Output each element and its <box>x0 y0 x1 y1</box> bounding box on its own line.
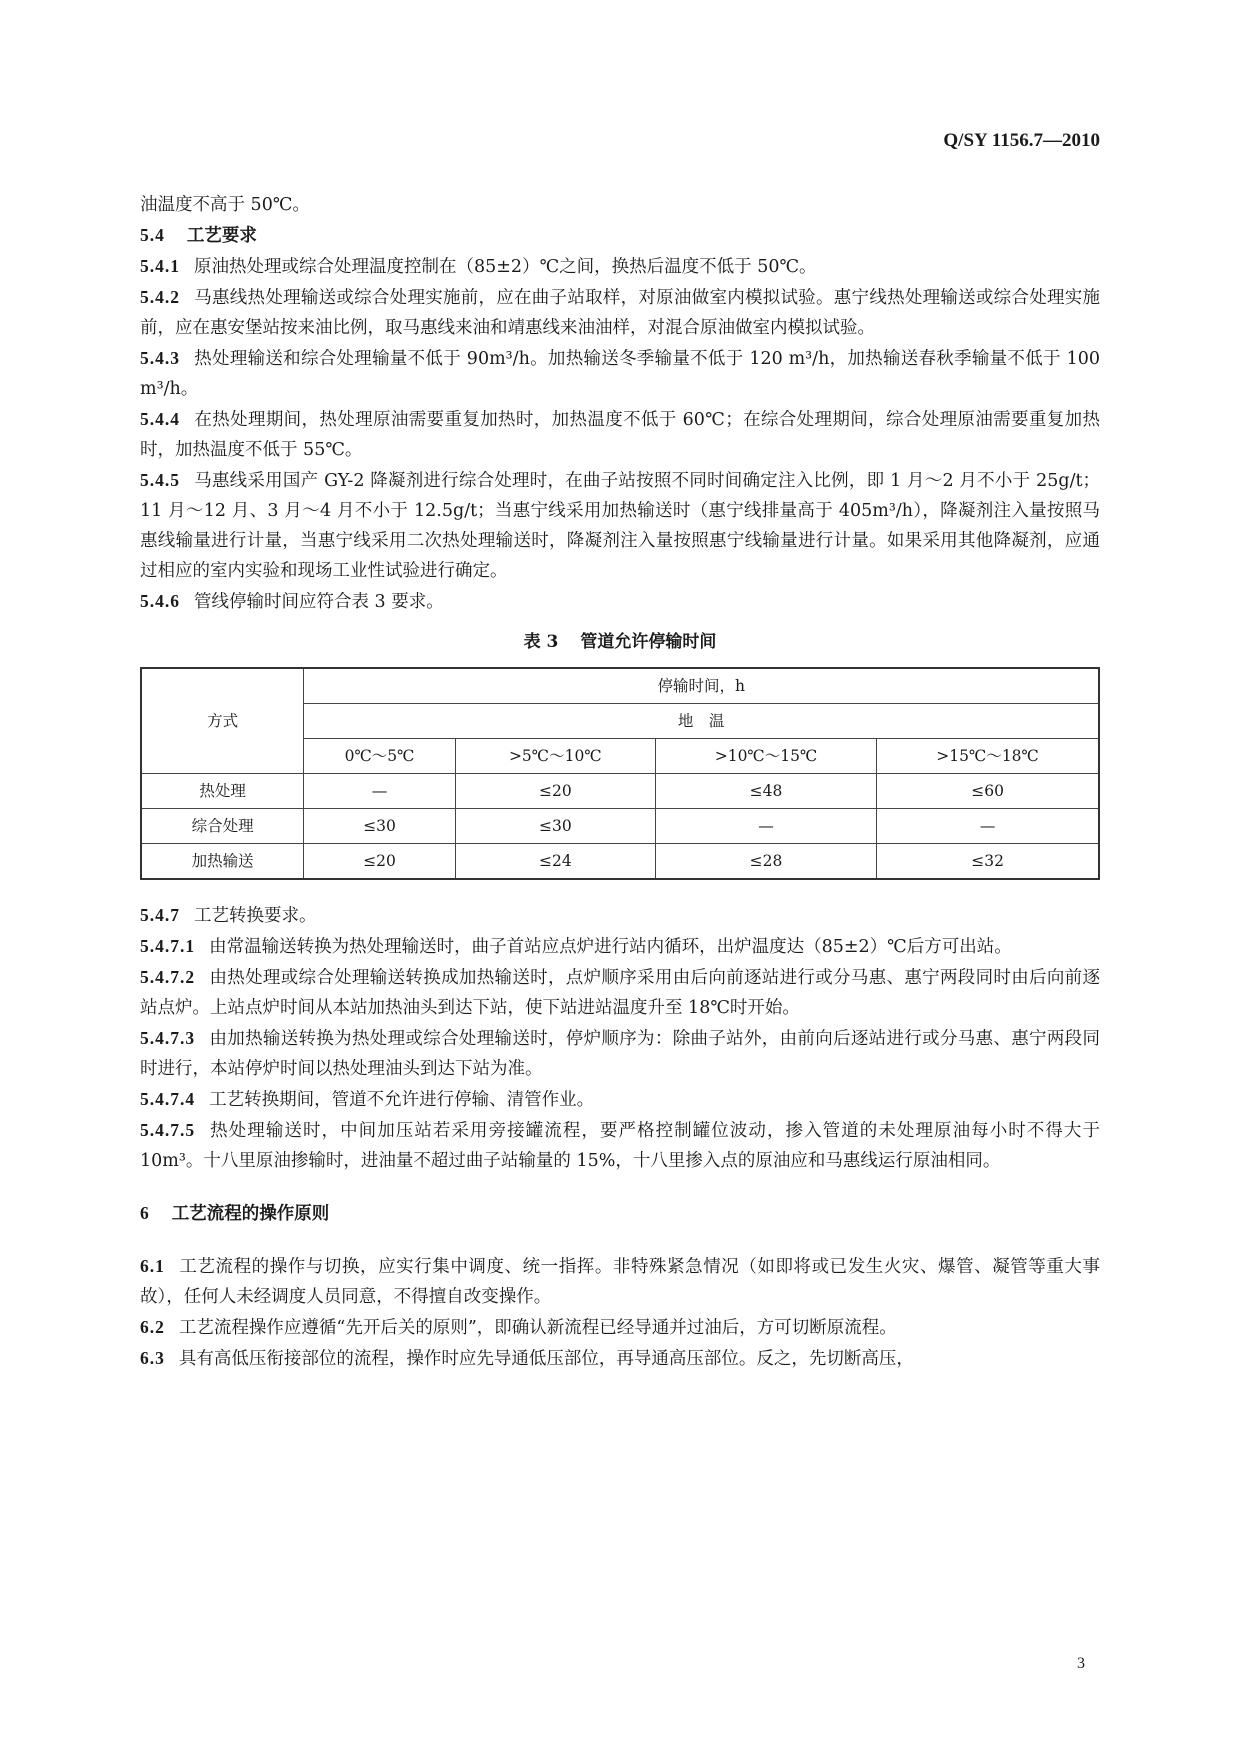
table-header-row <box>141 668 1099 704</box>
clause-text: 工艺转换期间，管道不允许进行停输、清管作业。 <box>209 1090 595 1110</box>
table-row <box>141 844 1099 880</box>
value-cell: ≤60 <box>877 774 1099 809</box>
clause-text: 热处理输送时，中间加压站若采用旁接罐流程，要严格控制罐位波动，掺入管道的未处理原油每小时不得大于 10m³。十八里原油掺输时，进油量不超过曲子站输量的 15%，十八里掺入点的原油应和马惠线运行原油相同。 <box>140 1121 1100 1171</box>
clause-6-2 <box>140 1312 1100 1343</box>
clause-text: 管线停输时间应符合表 3 要求。 <box>194 592 444 612</box>
value-cell: — <box>304 774 455 809</box>
document-body <box>140 190 1100 1374</box>
clause-text: 工艺转换要求。 <box>194 906 317 926</box>
section-heading-5-4 <box>140 220 1100 251</box>
clause-number: 5.4.7 <box>140 905 180 925</box>
value-cell: ≤28 <box>655 844 876 880</box>
table-row <box>141 774 1099 809</box>
table-caption <box>140 627 1100 657</box>
clause-number: 5.4.4 <box>140 409 180 429</box>
table-row <box>141 809 1099 844</box>
clause-number: 5.4.5 <box>140 470 180 490</box>
value-cell: — <box>655 809 876 844</box>
method-cell: 加热输送 <box>141 844 304 880</box>
temp-range-header: >15℃～18℃ <box>877 739 1099 774</box>
clause-number: 5.4.7.4 <box>140 1089 196 1109</box>
shutdown-time-table <box>140 667 1100 880</box>
clause-text: 工艺流程的操作与切换，应实行集中调度、统一指挥。非特殊紧急情况（如即将或已发生火灾、爆管、凝管等重大事故），任何人未经调度人员同意，不得擅自改变操作。 <box>140 1257 1100 1307</box>
clause-6-1 <box>140 1251 1100 1312</box>
clause-text: 马惠线热处理输送或综合处理实施前，应在曲子站取样，对原油做室内模拟试验。惠宁线热处理输送或综合处理实施前，应在惠安堡站按来油比例，取马惠线来油和靖惠线来油油样，对混合原油做室内模拟试验。 <box>140 288 1100 338</box>
value-cell: — <box>877 809 1099 844</box>
value-cell: ≤32 <box>877 844 1099 880</box>
clause-text: 热处理输送和综合处理输量不低于 90m³/h。加热输送冬季输量不低于 120 m³/h，加热输送春秋季输量不低于 100 m³/h。 <box>140 349 1100 399</box>
clause-number: 6.1 <box>140 1256 165 1276</box>
section-title: 工艺要求 <box>186 226 257 246</box>
clause-number: 5.4.3 <box>140 348 180 368</box>
page-number: 3 <box>1077 1655 1085 1672</box>
value-cell: ≤48 <box>655 774 876 809</box>
value-cell: ≤20 <box>455 774 655 809</box>
clause-text: 由加热输送转换为热处理或综合处理输送时，停炉顺序为：除曲子站外，由前向后逐站进行或分马惠、惠宁两段同时进行，本站停炉时间以热处理油头到达下站为准。 <box>140 1029 1100 1079</box>
clause-text: 马惠线采用国产 GY-2 降凝剂进行综合处理时，在曲子站按照不同时间确定注入比例，即 1 月～2 月不小于 25g/t；11 月～12 月、3 月～4 月不小于 12.5g/t；当惠宁线采用加热输送时（惠宁线排量高于 405m³/h），降凝剂注入量按照马惠线输量进行计量，当惠宁线采用二次热处理输送时，降凝剂注入量按照惠宁线输量进行计量。如果采用其他降凝剂，应通过相应的室内实验和现场工业性试验进行确定。 <box>140 471 1100 581</box>
clause-5-4-1 <box>140 251 1100 282</box>
temp-range-header: >10℃～15℃ <box>655 739 876 774</box>
clause-number: 5.4.6 <box>140 591 180 611</box>
clause-text: 在热处理期间，热处理原油需要重复加热时，加热温度不低于 60℃；在综合处理期间，综合处理原油需要重复加热时，加热温度不低于 55℃。 <box>140 410 1100 460</box>
value-cell: ≤20 <box>304 844 455 880</box>
clause-number: 6.2 <box>140 1317 165 1337</box>
time-header: 停输时间，h <box>304 668 1099 704</box>
clause-text: 由常温输送转换为热处理输送时，曲子首站应点炉进行站内循环，出炉温度达（85±2）℃后方可出站。 <box>209 937 1012 957</box>
clause-5-4-7-2 <box>140 962 1100 1023</box>
value-cell: ≤30 <box>304 809 455 844</box>
clause-text: 工艺流程操作应遵循“先开后关的原则”，即确认新流程已经导通并过油后，方可切断原流程。 <box>178 1318 897 1338</box>
section-title: 工艺流程的操作原则 <box>171 1204 330 1224</box>
clause-5-4-4 <box>140 404 1100 465</box>
clause-5-4-7-1 <box>140 931 1100 962</box>
clause-number: 5.4.7.3 <box>140 1028 196 1048</box>
clause-number: 5.4.2 <box>140 287 180 307</box>
value-cell: ≤24 <box>455 844 655 880</box>
table-title: 管道允许停输时间 <box>580 632 717 652</box>
method-cell: 热处理 <box>141 774 304 809</box>
section-number: 5.4 <box>140 225 165 245</box>
clause-number: 5.4.7.2 <box>140 967 196 987</box>
clause-5-4-2 <box>140 282 1100 343</box>
clause-5-4-7-3 <box>140 1023 1100 1084</box>
clause-number: 5.4.7.5 <box>140 1120 196 1140</box>
clause-5-4-5 <box>140 465 1100 586</box>
table-number: 表 3 <box>523 632 559 652</box>
method-header: 方式 <box>141 668 304 774</box>
clause-5-4-6 <box>140 586 1100 617</box>
clause-5-4-7-5 <box>140 1115 1100 1176</box>
method-cell: 综合处理 <box>141 809 304 844</box>
clause-text: 具有高低压衔接部位的流程，操作时应先导通低压部位，再导通高压部位。反之，先切断高压， <box>178 1349 914 1369</box>
value-cell: ≤30 <box>455 809 655 844</box>
clause-text: 由热处理或综合处理输送转换成加热输送时，点炉顺序采用由后向前逐站进行或分马惠、惠宁两段同时由后向前逐站点炉。上站点炉时间从本站加热油头到达下站，使下站进站温度升至 18℃时开始。 <box>140 968 1100 1018</box>
clause-number: 5.4.7.1 <box>140 936 196 956</box>
clause-5-4-7-4 <box>140 1084 1100 1115</box>
section-number: 6 <box>140 1203 150 1223</box>
clause-5-4-3 <box>140 343 1100 404</box>
temp-range-header: 0℃～5℃ <box>304 739 455 774</box>
clause-text: 原油热处理或综合处理温度控制在（85±2）℃之间，换热后温度不低于 50℃。 <box>194 257 817 277</box>
temp-range-header: >5℃～10℃ <box>455 739 655 774</box>
clause-5-4-7 <box>140 900 1100 931</box>
document-code: Q/SY 1156.7—2010 <box>943 130 1100 151</box>
clause-number: 5.4.1 <box>140 256 180 276</box>
paragraph: 油温度不高于 50℃。 <box>140 195 310 215</box>
section-heading-6 <box>140 1198 1100 1229</box>
clause-6-3 <box>140 1343 1100 1374</box>
clause-number: 6.3 <box>140 1348 165 1368</box>
ground-temp-header: 地 温 <box>304 704 1099 739</box>
